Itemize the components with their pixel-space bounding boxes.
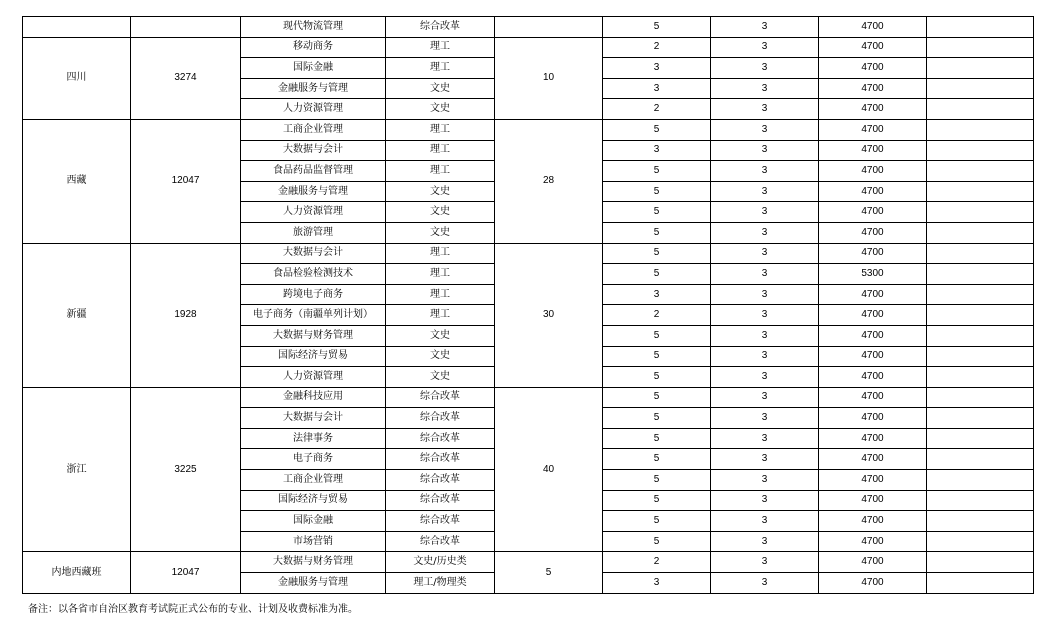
major-cell: 国际金融: [241, 58, 386, 79]
years-cell: 5: [603, 490, 711, 511]
category-cell: 综合改革: [386, 531, 495, 552]
major-cell: 人力资源管理: [241, 99, 386, 120]
value-cell: 3: [711, 408, 819, 429]
major-cell: 食品检验检测技术: [241, 264, 386, 285]
plan-count-cell: 10: [495, 37, 603, 119]
major-cell: 法律事务: [241, 428, 386, 449]
major-cell: 工商企业管理: [241, 119, 386, 140]
table-row: [23, 387, 1034, 408]
remark-cell: [927, 449, 1034, 470]
years-cell: 5: [603, 119, 711, 140]
value-cell: 3: [711, 119, 819, 140]
category-cell: 文史: [386, 99, 495, 120]
category-cell: 理工: [386, 37, 495, 58]
major-cell: 工商企业管理: [241, 470, 386, 491]
value-cell: 3: [711, 511, 819, 532]
table-row: [23, 119, 1034, 140]
fee-cell: 4700: [819, 119, 927, 140]
major-cell: 金融服务与管理: [241, 573, 386, 594]
major-cell: 大数据与会计: [241, 408, 386, 429]
years-cell: 5: [603, 161, 711, 182]
major-cell: 国际经济与贸易: [241, 346, 386, 367]
value-cell: 3: [711, 325, 819, 346]
years-cell: 3: [603, 140, 711, 161]
fee-cell: 4700: [819, 37, 927, 58]
province-cell: 新疆: [23, 243, 131, 387]
years-cell: 2: [603, 305, 711, 326]
score-cell: [131, 17, 241, 38]
remark-cell: [927, 531, 1034, 552]
fee-cell: 4700: [819, 573, 927, 594]
years-cell: 2: [603, 37, 711, 58]
remark-cell: [927, 346, 1034, 367]
category-cell: 理工/物理类: [386, 573, 495, 594]
fee-cell: 4700: [819, 346, 927, 367]
fee-cell: 4700: [819, 367, 927, 388]
footnote: 备注：以各省市自治区教育考试院正式公布的专业、计划及收费标准为准。: [28, 604, 358, 615]
fee-cell: 4700: [819, 428, 927, 449]
table-row: [23, 243, 1034, 264]
value-cell: 3: [711, 181, 819, 202]
value-cell: 3: [711, 140, 819, 161]
fee-cell: 4700: [819, 58, 927, 79]
value-cell: 3: [711, 37, 819, 58]
table-body: [23, 17, 1034, 594]
plan-count-cell: 28: [495, 119, 603, 243]
remark-cell: [927, 58, 1034, 79]
fee-cell: 4700: [819, 202, 927, 223]
major-cell: 人力资源管理: [241, 367, 386, 388]
remark-cell: [927, 78, 1034, 99]
major-cell: 国际金融: [241, 511, 386, 532]
score-cell: 1928: [131, 243, 241, 387]
category-cell: 理工: [386, 140, 495, 161]
years-cell: 5: [603, 531, 711, 552]
value-cell: 3: [711, 552, 819, 573]
major-cell: 国际经济与贸易: [241, 490, 386, 511]
score-cell: 3225: [131, 387, 241, 552]
value-cell: 3: [711, 161, 819, 182]
category-cell: 综合改革: [386, 511, 495, 532]
years-cell: 5: [603, 264, 711, 285]
remark-cell: [927, 99, 1034, 120]
value-cell: 3: [711, 99, 819, 120]
remark-cell: [927, 284, 1034, 305]
value-cell: 3: [711, 78, 819, 99]
remark-cell: [927, 573, 1034, 594]
value-cell: 3: [711, 470, 819, 491]
value-cell: 3: [711, 490, 819, 511]
major-cell: 大数据与财务管理: [241, 552, 386, 573]
major-cell: 移动商务: [241, 37, 386, 58]
fee-cell: 4700: [819, 222, 927, 243]
years-cell: 5: [603, 367, 711, 388]
value-cell: 3: [711, 264, 819, 285]
major-cell: 跨境电子商务: [241, 284, 386, 305]
fee-cell: 4700: [819, 531, 927, 552]
category-cell: 理工: [386, 161, 495, 182]
category-cell: 文史: [386, 346, 495, 367]
category-cell: 文史: [386, 367, 495, 388]
years-cell: 5: [603, 346, 711, 367]
category-cell: 理工: [386, 305, 495, 326]
years-cell: 5: [603, 428, 711, 449]
fee-cell: 4700: [819, 387, 927, 408]
years-cell: 3: [603, 58, 711, 79]
value-cell: 3: [711, 243, 819, 264]
category-cell: 文史: [386, 222, 495, 243]
plan-count-cell: [495, 17, 603, 38]
province-cell: 内地西藏班: [23, 552, 131, 593]
fee-cell: 4700: [819, 284, 927, 305]
value-cell: 3: [711, 346, 819, 367]
category-cell: 文史: [386, 325, 495, 346]
years-cell: 2: [603, 99, 711, 120]
years-cell: 5: [603, 470, 711, 491]
score-cell: 3274: [131, 37, 241, 119]
category-cell: 理工: [386, 119, 495, 140]
remark-cell: [927, 140, 1034, 161]
fee-cell: 4700: [819, 99, 927, 120]
category-cell: 综合改革: [386, 387, 495, 408]
fee-cell: 4700: [819, 305, 927, 326]
fee-cell: 4700: [819, 449, 927, 470]
plan-count-cell: 5: [495, 552, 603, 593]
major-cell: 现代物流管理: [241, 17, 386, 38]
years-cell: 5: [603, 181, 711, 202]
fee-cell: 4700: [819, 140, 927, 161]
enrollment-plan-table: [22, 16, 1034, 594]
years-cell: 3: [603, 284, 711, 305]
category-cell: 理工: [386, 58, 495, 79]
province-cell: 四川: [23, 37, 131, 119]
value-cell: 3: [711, 573, 819, 594]
table-row: [23, 552, 1034, 573]
years-cell: 2: [603, 552, 711, 573]
score-cell: 12047: [131, 552, 241, 593]
remark-cell: [927, 37, 1034, 58]
years-cell: 5: [603, 17, 711, 38]
fee-cell: 4700: [819, 408, 927, 429]
value-cell: 3: [711, 531, 819, 552]
remark-cell: [927, 408, 1034, 429]
years-cell: 3: [603, 78, 711, 99]
remark-cell: [927, 552, 1034, 573]
fee-cell: 4700: [819, 470, 927, 491]
category-cell: 文史: [386, 78, 495, 99]
remark-cell: [927, 387, 1034, 408]
remark-cell: [927, 161, 1034, 182]
category-cell: 理工: [386, 264, 495, 285]
value-cell: 3: [711, 202, 819, 223]
table-row: [23, 37, 1034, 58]
remark-cell: [927, 511, 1034, 532]
plan-count-cell: 30: [495, 243, 603, 387]
remark-cell: [927, 367, 1034, 388]
value-cell: 3: [711, 58, 819, 79]
table-row: [23, 17, 1034, 38]
remark-cell: [927, 119, 1034, 140]
years-cell: 5: [603, 325, 711, 346]
category-cell: 综合改革: [386, 428, 495, 449]
major-cell: 旅游管理: [241, 222, 386, 243]
fee-cell: 4700: [819, 552, 927, 573]
years-cell: 5: [603, 408, 711, 429]
major-cell: 金融服务与管理: [241, 181, 386, 202]
years-cell: 3: [603, 573, 711, 594]
remark-cell: [927, 470, 1034, 491]
category-cell: 综合改革: [386, 470, 495, 491]
remark-cell: [927, 428, 1034, 449]
major-cell: 市场营销: [241, 531, 386, 552]
fee-cell: 4700: [819, 511, 927, 532]
major-cell: 电子商务（南疆单列计划）: [241, 305, 386, 326]
remark-cell: [927, 222, 1034, 243]
major-cell: 大数据与会计: [241, 140, 386, 161]
value-cell: 3: [711, 284, 819, 305]
major-cell: 大数据与财务管理: [241, 325, 386, 346]
category-cell: 理工: [386, 243, 495, 264]
remark-cell: [927, 243, 1034, 264]
remark-cell: [927, 490, 1034, 511]
remark-cell: [927, 325, 1034, 346]
value-cell: 3: [711, 387, 819, 408]
major-cell: 金融服务与管理: [241, 78, 386, 99]
remark-cell: [927, 264, 1034, 285]
category-cell: 文史/历史类: [386, 552, 495, 573]
value-cell: 3: [711, 305, 819, 326]
category-cell: 综合改革: [386, 449, 495, 470]
province-cell: 浙江: [23, 387, 131, 552]
category-cell: 综合改革: [386, 408, 495, 429]
remark-cell: [927, 305, 1034, 326]
remark-cell: [927, 17, 1034, 38]
fee-cell: 4700: [819, 490, 927, 511]
fee-cell: 4700: [819, 161, 927, 182]
years-cell: 5: [603, 511, 711, 532]
fee-cell: 4700: [819, 181, 927, 202]
fee-cell: 4700: [819, 325, 927, 346]
category-cell: 文史: [386, 202, 495, 223]
category-cell: 理工: [386, 284, 495, 305]
value-cell: 3: [711, 428, 819, 449]
remark-cell: [927, 181, 1034, 202]
fee-cell: 5300: [819, 264, 927, 285]
category-cell: 综合改革: [386, 17, 495, 38]
major-cell: 食品药品监督管理: [241, 161, 386, 182]
score-cell: 12047: [131, 119, 241, 243]
years-cell: 5: [603, 243, 711, 264]
major-cell: 人力资源管理: [241, 202, 386, 223]
fee-cell: 4700: [819, 243, 927, 264]
province-cell: 西藏: [23, 119, 131, 243]
value-cell: 3: [711, 222, 819, 243]
fee-cell: 4700: [819, 17, 927, 38]
plan-count-cell: 40: [495, 387, 603, 552]
years-cell: 5: [603, 202, 711, 223]
years-cell: 5: [603, 449, 711, 470]
province-cell: [23, 17, 131, 38]
category-cell: 文史: [386, 181, 495, 202]
fee-cell: 4700: [819, 78, 927, 99]
remark-cell: [927, 202, 1034, 223]
major-cell: 金融科技应用: [241, 387, 386, 408]
major-cell: 大数据与会计: [241, 243, 386, 264]
category-cell: 综合改革: [386, 490, 495, 511]
years-cell: 5: [603, 387, 711, 408]
years-cell: 5: [603, 222, 711, 243]
value-cell: 3: [711, 17, 819, 38]
major-cell: 电子商务: [241, 449, 386, 470]
value-cell: 3: [711, 367, 819, 388]
value-cell: 3: [711, 449, 819, 470]
